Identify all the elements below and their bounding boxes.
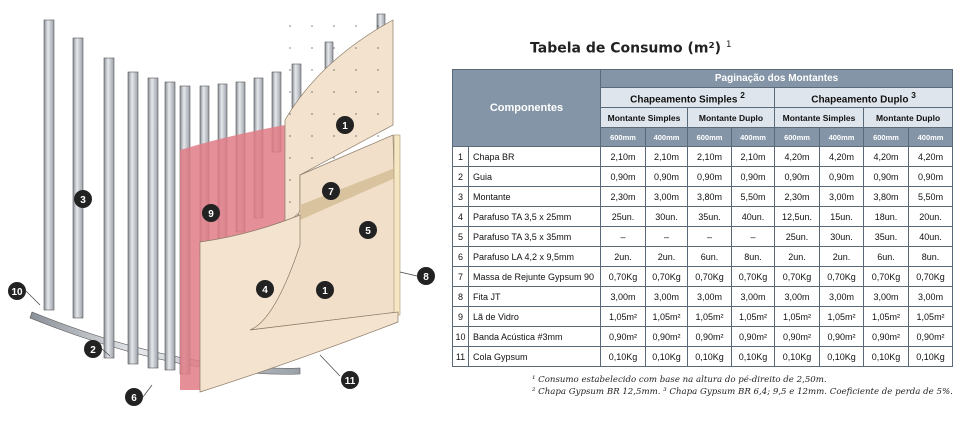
table-row xyxy=(453,267,953,287)
component-name: Guia xyxy=(469,167,601,187)
value-cell: 4,20m xyxy=(820,147,864,167)
value-cell: 12,5un. xyxy=(775,207,820,227)
callout-5 xyxy=(359,221,377,239)
row-number: 7 xyxy=(453,267,469,287)
value-cell: 8un. xyxy=(732,247,775,267)
svg-text:7: 7 xyxy=(328,187,334,198)
value-cell: 6un. xyxy=(864,247,909,267)
value-cell: – xyxy=(646,227,688,247)
value-cell: 20un. xyxy=(909,207,953,227)
row-number: 2 xyxy=(453,167,469,187)
value-cell: 1,05m² xyxy=(732,307,775,327)
value-cell: 0,10Kg xyxy=(601,347,646,367)
row-number: 5 xyxy=(453,227,469,247)
component-name: Montante xyxy=(469,187,601,207)
callout-9 xyxy=(202,204,220,222)
value-cell: 3,00m xyxy=(820,187,864,207)
row-number: 1 xyxy=(453,147,469,167)
table-row xyxy=(453,207,953,227)
value-cell: 2,30m xyxy=(775,187,820,207)
value-cell: 0,90m² xyxy=(732,327,775,347)
value-cell: 2,10m xyxy=(646,147,688,167)
value-cell: 0,90m² xyxy=(909,327,953,347)
value-cell: 0,90m xyxy=(601,167,646,187)
header-montante-duplo-2: Montante Duplo xyxy=(864,108,953,128)
value-cell: 0,70Kg xyxy=(909,267,953,287)
value-cell: 0,10Kg xyxy=(775,347,820,367)
row-number: 6 xyxy=(453,247,469,267)
callout-1b xyxy=(316,281,334,299)
row-number: 9 xyxy=(453,307,469,327)
row-number: 8 xyxy=(453,287,469,307)
table-row xyxy=(453,147,953,167)
value-cell: 0,10Kg xyxy=(820,347,864,367)
value-cell: 30un. xyxy=(646,207,688,227)
value-cell: 2un. xyxy=(820,247,864,267)
svg-text:3: 3 xyxy=(80,195,86,206)
table-row xyxy=(453,227,953,247)
value-cell: 3,00m xyxy=(732,287,775,307)
gypsum-board-edge xyxy=(394,135,400,315)
row-number: 4 xyxy=(453,207,469,227)
header-spacing: 400mm xyxy=(820,128,864,147)
callout-2 xyxy=(84,340,102,358)
svg-text:6: 6 xyxy=(131,393,137,404)
value-cell: 0,70Kg xyxy=(732,267,775,287)
svg-text:10: 10 xyxy=(11,287,23,298)
row-number: 3 xyxy=(453,187,469,207)
value-cell: 0,70Kg xyxy=(864,267,909,287)
row-number: 10 xyxy=(453,327,469,347)
callout-11 xyxy=(341,371,359,389)
value-cell: 0,90m² xyxy=(820,327,864,347)
value-cell: 0,90m² xyxy=(775,327,820,347)
header-spacing: 600mm xyxy=(775,128,820,147)
value-cell: 1,05m² xyxy=(909,307,953,327)
value-cell: 1,05m² xyxy=(601,307,646,327)
header-spacing: 600mm xyxy=(601,128,646,147)
table-row xyxy=(453,347,953,367)
value-cell: 0,70Kg xyxy=(646,267,688,287)
header-spacing: 400mm xyxy=(646,128,688,147)
value-cell: 3,00m xyxy=(688,287,732,307)
svg-text:1: 1 xyxy=(342,121,348,132)
value-cell: 5,50m xyxy=(909,187,953,207)
row-number: 11 xyxy=(453,347,469,367)
svg-text:5: 5 xyxy=(365,226,371,237)
value-cell: 0,10Kg xyxy=(732,347,775,367)
svg-text:4: 4 xyxy=(262,285,268,296)
table-row xyxy=(453,287,953,307)
value-cell: 35un. xyxy=(688,207,732,227)
value-cell: – xyxy=(688,227,732,247)
value-cell: 2un. xyxy=(646,247,688,267)
value-cell: 0,10Kg xyxy=(864,347,909,367)
value-cell: 3,80m xyxy=(688,187,732,207)
header-spacing: 400mm xyxy=(732,128,775,147)
value-cell: 2,10m xyxy=(601,147,646,167)
value-cell: 0,90m xyxy=(775,167,820,187)
value-cell: 3,00m xyxy=(646,287,688,307)
value-cell: 3,80m xyxy=(864,187,909,207)
component-name: Parafuso TA 3,5 x 25mm xyxy=(469,207,601,227)
value-cell: 25un. xyxy=(601,207,646,227)
svg-text:1: 1 xyxy=(322,286,328,297)
drywall-illustration xyxy=(0,0,450,422)
value-cell: 0,90m² xyxy=(646,327,688,347)
value-cell: 40un. xyxy=(732,207,775,227)
value-cell: 0,90m xyxy=(732,167,775,187)
consumption-table xyxy=(452,69,953,367)
header-spacing: 400mm xyxy=(909,128,953,147)
value-cell: 30un. xyxy=(820,227,864,247)
value-cell: 18un. xyxy=(864,207,909,227)
footnote-2: ² Chapa Gypsum BR 12,5mm. ³ Chapa Gypsum BR 6,4; 9,5 e 12mm. Coeficiente de perda de 5%. xyxy=(532,387,953,397)
value-cell: 0,90m² xyxy=(864,327,909,347)
value-cell: – xyxy=(601,227,646,247)
value-cell: 0,90m² xyxy=(601,327,646,347)
value-cell: 0,70Kg xyxy=(688,267,732,287)
value-cell: 0,90m xyxy=(646,167,688,187)
value-cell: 35un. xyxy=(864,227,909,247)
callout-8 xyxy=(417,267,435,285)
value-cell: 3,00m xyxy=(601,287,646,307)
component-name: Lã de Vidro xyxy=(469,307,601,327)
value-cell: 25un. xyxy=(775,227,820,247)
value-cell: 4,20m xyxy=(775,147,820,167)
value-cell: 6un. xyxy=(688,247,732,267)
value-cell: 0,90m² xyxy=(688,327,732,347)
value-cell: 2,10m xyxy=(688,147,732,167)
value-cell: – xyxy=(732,227,775,247)
value-cell: 40un. xyxy=(909,227,953,247)
table-title-note: 1 xyxy=(725,40,732,50)
table-row xyxy=(453,187,953,207)
table-title xyxy=(530,40,732,57)
value-cell: 2,30m xyxy=(601,187,646,207)
component-name: Banda Acústica #3mm xyxy=(469,327,601,347)
header-montante-duplo-1: Montante Duplo xyxy=(688,108,775,128)
table-title-text: Tabela de Consumo (m²) xyxy=(530,40,721,57)
value-cell: 4,20m xyxy=(864,147,909,167)
footnotes xyxy=(532,374,953,398)
callout-1a xyxy=(336,116,354,134)
component-name: Cola Gypsum xyxy=(469,347,601,367)
value-cell: 2,10m xyxy=(732,147,775,167)
callout-3 xyxy=(74,190,92,208)
table-row xyxy=(453,327,953,347)
value-cell: 0,70Kg xyxy=(820,267,864,287)
value-cell: 0,10Kg xyxy=(646,347,688,367)
header-group: Paginação dos Montantes xyxy=(601,70,953,88)
component-name: Fita JT xyxy=(469,287,601,307)
table-body xyxy=(453,147,953,367)
footnote-1: ¹ Consumo estabelecido com base na altura do pé-direito de 2,50m. xyxy=(532,375,827,385)
value-cell: 0,70Kg xyxy=(601,267,646,287)
value-cell: 0,90m xyxy=(688,167,732,187)
callout-4 xyxy=(256,280,274,298)
value-cell: 1,05m² xyxy=(775,307,820,327)
value-cell: 5,50m xyxy=(732,187,775,207)
callout-6 xyxy=(125,388,143,406)
header-montante-simples-1: Montante Simples xyxy=(601,108,688,128)
table-row xyxy=(453,247,953,267)
callout-10 xyxy=(8,282,26,300)
value-cell: 1,05m² xyxy=(646,307,688,327)
svg-text:11: 11 xyxy=(344,376,356,387)
value-cell: 3,00m xyxy=(775,287,820,307)
component-name: Chapa BR xyxy=(469,147,601,167)
value-cell: 3,00m xyxy=(864,287,909,307)
value-cell: 1,05m² xyxy=(688,307,732,327)
header-chapeamento-duplo: Chapeamento Duplo $^3$ xyxy=(775,88,953,108)
component-name: Parafuso LA 4,2 x 9,5mm xyxy=(469,247,601,267)
header-spacing: 600mm xyxy=(864,128,909,147)
value-cell: 8un. xyxy=(909,247,953,267)
component-name: Parafuso TA 3,5 x 35mm xyxy=(469,227,601,247)
value-cell: 0,90m xyxy=(820,167,864,187)
value-cell: 0,70Kg xyxy=(775,267,820,287)
svg-text:2: 2 xyxy=(90,345,96,356)
value-cell: 2un. xyxy=(775,247,820,267)
table-row xyxy=(453,167,953,187)
value-cell: 2un. xyxy=(601,247,646,267)
value-cell: 1,05m² xyxy=(864,307,909,327)
svg-text:8: 8 xyxy=(423,272,429,283)
value-cell: 0,10Kg xyxy=(909,347,953,367)
value-cell: 4,20m xyxy=(909,147,953,167)
value-cell: 3,00m xyxy=(909,287,953,307)
value-cell: 0,90m xyxy=(864,167,909,187)
header-montante-simples-2: Montante Simples xyxy=(775,108,864,128)
header-chapeamento-simples: Chapeamento Simples $^2$ xyxy=(601,88,775,108)
table-row xyxy=(453,307,953,327)
value-cell: 0,90m xyxy=(909,167,953,187)
component-name: Massa de Rejunte Gypsum 90 xyxy=(469,267,601,287)
value-cell: 1,05m² xyxy=(820,307,864,327)
header-components: Componentes xyxy=(453,70,601,147)
header-spacing: 600mm xyxy=(688,128,732,147)
value-cell: 15un. xyxy=(820,207,864,227)
svg-text:9: 9 xyxy=(208,209,214,220)
value-cell: 0,10Kg xyxy=(688,347,732,367)
value-cell: 3,00m xyxy=(820,287,864,307)
callout-7 xyxy=(322,182,340,200)
value-cell: 3,00m xyxy=(646,187,688,207)
